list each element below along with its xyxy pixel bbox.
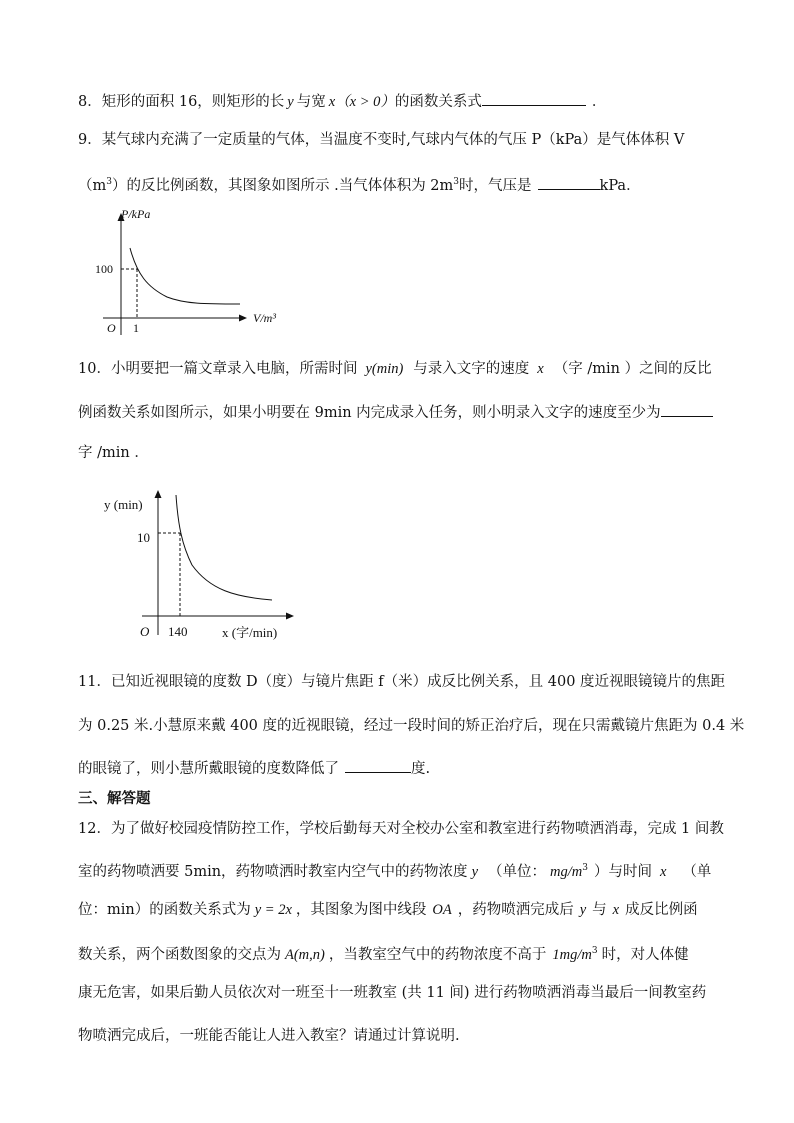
q12-line-2	[78, 859, 711, 881]
q12-var-x2: x	[612, 902, 620, 918]
q11-answer-blank[interactable]	[345, 758, 411, 773]
q11-text: 的眼镜了，则小慧所戴眼镜的度数降低了	[78, 761, 339, 777]
q10-text-3: （字 /min ）之间的反比	[553, 361, 712, 377]
q12-line-1: 12．为了做好校园疫情防控工作，学校后勤每天对全校办公室和教室进行药物喷洒消毒，完成 1 间教	[78, 821, 724, 837]
q11-unit: 度.	[411, 761, 431, 777]
q12-sup-2: 3	[591, 946, 598, 956]
q10-var-x: x	[537, 361, 544, 377]
q12-unit-mg: mg/m	[550, 863, 583, 880]
q12-var-x: x	[659, 863, 667, 880]
q10-text-2: 与录入文字的速度	[413, 361, 530, 377]
q8-condition: x（x > 0）	[328, 94, 395, 110]
q12-text-4a: 数关系，两个函数图象的交点为	[78, 946, 281, 963]
q12-text-3a: 位：min）的函数关系式为	[78, 902, 251, 918]
q12-text-3i: 成反比例函	[625, 902, 698, 918]
q10-line-1	[78, 360, 712, 378]
q10-x-label: x (字/min)	[222, 625, 278, 640]
q9-chart	[95, 200, 295, 340]
q10-chart	[100, 485, 300, 645]
q9-tick-y: 100	[95, 262, 113, 276]
q11-line-2: 为 0.25 米.小慧原来戴 400 度的近视眼镜，经过一段时间的矫正治疗后，现在只需戴镜片焦距为 0.4 米	[78, 718, 745, 734]
q8-number: 8．	[78, 94, 102, 110]
q8-text-2: 与宽	[296, 94, 326, 110]
q8-end: ．	[591, 94, 607, 110]
q9-unit-open: （m	[78, 177, 107, 194]
q8-answer-blank[interactable]	[482, 91, 586, 106]
q12-segment: OA	[432, 902, 452, 918]
q9-sup-2: 3	[453, 177, 460, 187]
q10-line-2	[78, 402, 713, 422]
q10-line-3: 字 /min ．	[78, 445, 149, 461]
q9-line-2	[78, 173, 641, 195]
q11-line-1: 11．已知近视眼镜的度数 D（度）与镜片焦距 f（米）成反比例关系，且 400 度近视眼镜镜片的焦距	[78, 674, 726, 690]
q11-line-3	[78, 758, 430, 778]
q12-text-2a: 室的药物喷洒要 5min，药物喷洒时教室内空气中的药物浓度	[78, 863, 468, 880]
q12-unit-mg2: 1mg/m	[552, 946, 592, 963]
q12-text-2e: ）与时间	[593, 863, 652, 880]
q12-line-3	[78, 901, 698, 919]
q10-x-arrow	[286, 613, 294, 620]
q12-var-y2: y	[579, 902, 587, 918]
q10-text-1: 10．小明要把一篇文章录入电脑，所需时间	[78, 361, 358, 377]
q12-point-a: A(m,n)	[285, 946, 325, 963]
q12-line-4	[78, 942, 689, 964]
q12-text-4c: ，当教室空气中的药物浓度不高于	[328, 946, 547, 963]
q10-tick-x: 140	[168, 624, 188, 639]
q10-curve	[176, 495, 272, 600]
q10-var-y: y(min)	[365, 361, 404, 377]
q8-text-3: 的函数关系式	[394, 94, 482, 110]
q8-var-y: y	[287, 94, 294, 110]
section-heading: 三、解答题	[78, 791, 151, 807]
q9-sup-1: 3	[106, 177, 112, 187]
q12-text-3g: 与	[592, 902, 607, 918]
q9-line-1: 9．某气球内充满了一定质量的气体，当温度不变时,气球内气体的气压 P（kPa）是气体体积 V	[78, 132, 685, 148]
q12-text-2c: （单位：	[488, 863, 546, 880]
q12-text-3e: ，药物喷洒完成后	[457, 902, 574, 918]
q12-var-y: y	[471, 863, 478, 880]
q9-origin: O	[107, 321, 116, 335]
q10-answer-blank[interactable]	[661, 402, 713, 417]
q9-curve	[130, 248, 240, 304]
q10-origin: O	[140, 624, 150, 639]
q10-y-label: y (min)	[104, 497, 143, 512]
q8-text-1: 矩形的面积 16，则矩形的长	[101, 94, 285, 110]
q12-formula: y = 2x	[254, 902, 292, 918]
q10-y-arrow	[155, 490, 162, 498]
q9-text-3: 时，气压是	[459, 177, 532, 194]
q12-line-5: 康无危害，如果后勤人员依次对一班至十一班教室 (共 11 间) 进行药物喷洒消毒当最后一间教室药	[78, 985, 707, 1001]
q9-y-label: P/kPa	[121, 207, 151, 221]
q9-text-2: ）的反比例函数，其图象如图所示 .当气体体积为 2m	[111, 177, 454, 194]
q12-text-4e: 时，对人体健	[601, 946, 689, 963]
q9-x-label: V/m³	[253, 311, 276, 325]
q9-answer-blank[interactable]	[538, 175, 600, 190]
q12-sup-1: 3	[582, 863, 588, 873]
q12-text-2g: （单	[682, 863, 712, 880]
q12-text-3c: ，其图象为图中线段	[295, 902, 427, 918]
q10-text-4: 例函数关系如图所示，如果小明要在 9min 内完成录入任务，则小明录入文字的速度至少为	[78, 405, 661, 421]
q9-unit-kpa: kPa．	[599, 177, 641, 194]
q9-tick-x: 1	[133, 321, 139, 335]
q9-x-arrow	[239, 315, 247, 322]
q8-line	[78, 91, 606, 111]
q10-tick-y: 10	[137, 530, 150, 545]
q12-line-6: 物喷洒完成后，一班能否能让人进入教室？请通过计算说明.	[78, 1028, 460, 1044]
